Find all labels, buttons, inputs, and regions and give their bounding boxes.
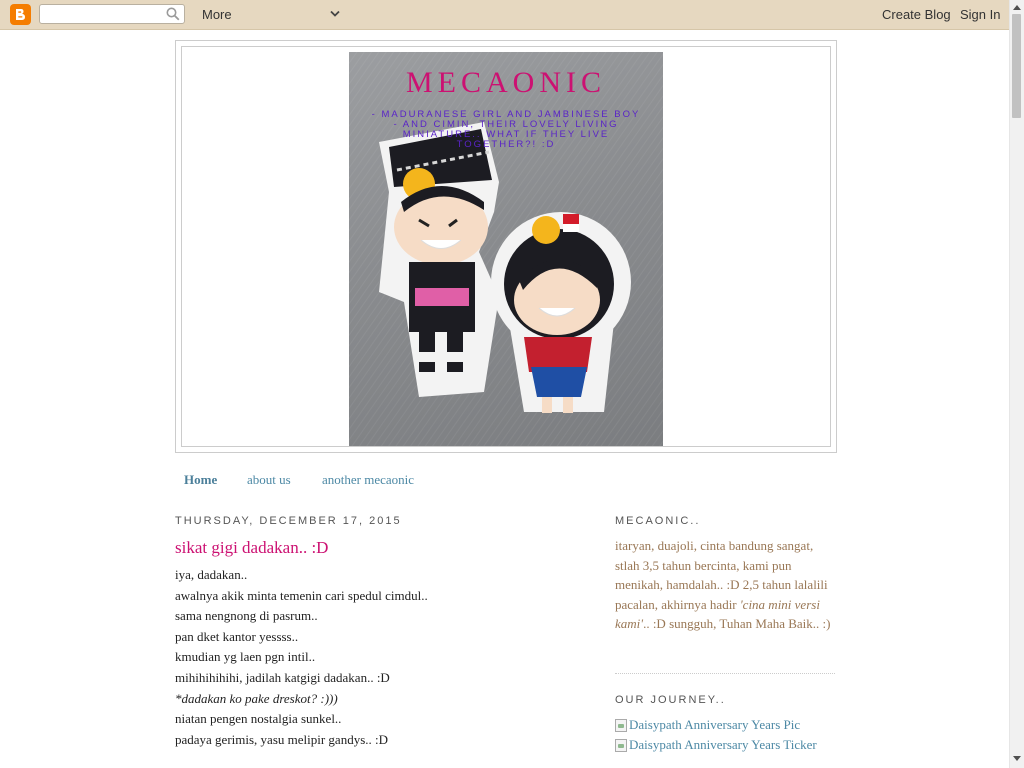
broken-image-icon [615, 719, 627, 732]
post-title[interactable]: sikat gigi dadakan.. :D [175, 538, 329, 557]
scroll-down-arrow-icon[interactable] [1013, 756, 1021, 762]
sidebar-widget-title-journey: OUR JOURNEY.. [615, 694, 726, 706]
post-line: padaya gerimis, yasu melipir gandys.. :D [175, 731, 389, 747]
create-blog-link[interactable]: Create Blog [882, 7, 951, 22]
broken-image-icon [615, 739, 627, 752]
daisypath-pic-alt-text: Daisypath Anniversary Years Pic [629, 717, 801, 732]
daisypath-years-pic-link[interactable] [615, 717, 800, 733]
sidebar-divider [615, 673, 835, 674]
post-line: sama nengnong di pasrum.. [175, 608, 318, 624]
tab-home[interactable]: Home [184, 472, 218, 487]
post-line: iya, dadakan.. [175, 567, 248, 582]
page-scrollbar[interactable] [1009, 0, 1024, 768]
sign-in-link[interactable]: Sign In [960, 7, 1001, 22]
sidebar-text-emphasis: 'cina mini versi kami' [615, 596, 820, 631]
sidebar-about-text [615, 536, 833, 634]
scroll-thumb[interactable] [1012, 14, 1021, 118]
post-line: *dadakan ko pake dreskot? :))) [175, 690, 338, 706]
search-input[interactable] [39, 4, 185, 24]
post-line: niatan pengen nostalgia sunkel.. [175, 711, 342, 727]
post-date-header: THURSDAY, DECEMBER 17, 2015 [175, 515, 402, 527]
search-icon[interactable] [166, 7, 180, 21]
blog-description: - MADURANESE GIRL AND JAMBINESE BOY - AND CIMIN, THEIR LOVELY LIVING MINIATURE.. WHAT IF THEY LIVE TOGETHER?! :D [371, 109, 641, 150]
sidebar-text-part: itaryan, duajoli, cinta bandung sangat, stlah 3,5 tahun bercinta, kami pun menikah, hamdalah.. :D 2,5 tahun lalalili pacalan, akhirnya hadir [615, 538, 828, 612]
post-line: pan dket kantor yessss.. [175, 628, 299, 644]
chevron-down-icon[interactable] [329, 9, 341, 19]
blogger-navbar [0, 0, 1009, 30]
tab-about-us[interactable]: about us [247, 472, 291, 487]
sidebar-widget-title: MECAONIC.. [615, 515, 701, 527]
post-body [175, 565, 575, 750]
blog-title[interactable]: MECAONIC [405, 66, 606, 99]
post-line: mihihihihihi, jadilah katgigi dadakan.. :D [175, 669, 390, 685]
post-line: kmudian yg laen pgn intil.. [175, 649, 316, 665]
blogger-logo-icon[interactable] [10, 4, 31, 25]
sidebar-text-part: .. :D sungguh, Tuhan Maha Baik.. :) [643, 616, 831, 631]
scroll-up-arrow-icon[interactable] [1013, 4, 1021, 10]
more-dropdown-label[interactable]: More [202, 7, 232, 22]
daisypath-ticker-alt-text: Daisypath Anniversary Years Ticker [629, 737, 817, 752]
post-line: awalnya akik minta temenin cari spedul cimdul.. [175, 587, 428, 603]
daisypath-years-ticker-link[interactable] [615, 737, 817, 753]
tab-another-mecaonic[interactable]: another mecaonic [322, 472, 415, 487]
